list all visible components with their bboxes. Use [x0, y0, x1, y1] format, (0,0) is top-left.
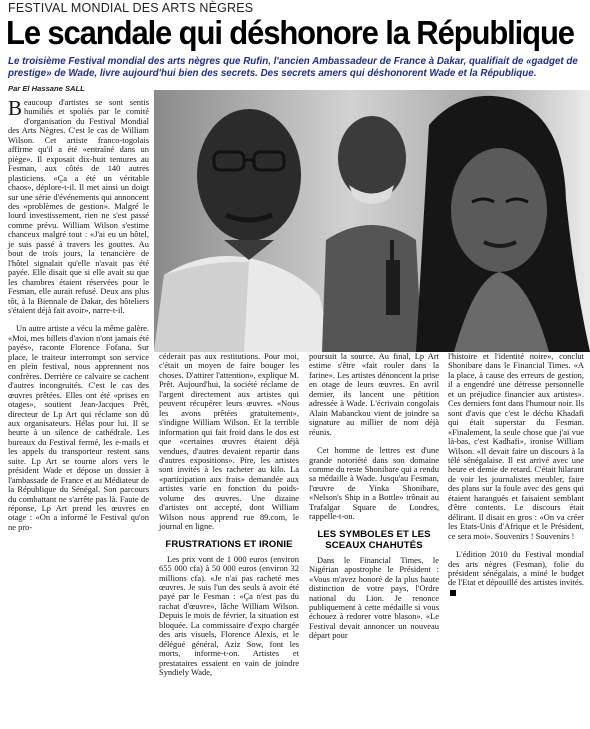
column-1 — [8, 98, 149, 532]
column-4 — [448, 352, 584, 597]
article-photo — [154, 90, 590, 352]
col3-paragraph-3: Dans le Financial Times, le Nigérian apostrophe le Président : «Vous m'avez honoré de la plus haute distinction de votre pays, l'Ordre national du Lion. Je renonce publiquement à cette médaille si vous échouez à redorer votre blason». «Le Festival devait annoncer un nouveau départ pour — [309, 554, 439, 641]
photo-illustration — [154, 90, 590, 352]
byline: Par El Hassane SALL — [8, 84, 85, 93]
kicker: FESTIVAL MONDIAL DES ARTS NÈGRES — [8, 1, 254, 15]
subheading-frustrations: FRUSTRATIONS ET IRONIE — [165, 538, 293, 550]
col2-paragraph-1: céderait pas aux restitutions. Pour moi, c'était un moyen de faire bouger les choses. D'attirer l'attention», explique M. Prêt. Aujourd'hui, la société réclame de l'argent directement aux artistes qui peuvent récupérer leurs œuvres. «Nous les avons prêtées gratuitement», s'indigne William Wilson. Et la terrible information qui fait froid dans le dos est que «certaines œuvres étaient déjà vendues, d'autres devaient repartir dans d'autres expositions». Pire, les artistes sont invités à les racheter au kilo. La «participation aux frais» demandée aux artistes varie en fonction du poids-volume des œuvres. Une dizaine d'artistes ont accepté, dont William Wilson nous apprend rue 89.com, le journal en ligne. — [159, 351, 299, 532]
col1-paragraph-2: Un autre artiste a vécu la même galère. «Moi, mes billets d'avion n'ont jamais été payés», raconte Florence Fofana. Sur place, le traiteur interrompt son service en plein festival, nous apprennent nos confrères. Derrière ce calvaire se cachent d'autres incongruités. C'est le cas des œuvres prêtées. Elles ont été «prises en otages», soutient Jean-Jacques Prêt, directeur de Lp Art qui réclame son dû aux organisateurs. Hélas pour lui. Il se heurte à un silence de cathédrale. Les bureaux du Festival fermé, les e-mails et les appels du transporteur restent sans suite. Lp Art se tourne alors vers le président Wade et dépose un dossier à l'ambassade de France et au Médiateur de la République du Sénégal. Son parcours du combattant ne s'arrête pas là. Faute de réponse, Lp Art prend les œuvres en otage : «On a informé le Festival qu'on ne pro- — [8, 323, 149, 532]
column-2 — [159, 352, 299, 678]
column-3 — [309, 352, 439, 641]
col4-paragraph-1: l'histoire et l'identité noire», conclut Shonibare dans le Financial Times. «A la place, à cause des erreurs de gestion, il a engendré une détresse personnelle et un préjudice financier aux artistes». Ces derniers font dans l'humour noir. Ils sont d'avis que c'est le déchu Khadafi qui était superstar du Fesman. «Finalement, la seule chose que j'ai vue là-bas, c'est Kadhafi», ironise William Wilson. «Il devait faire un discours à la télé sénégalaise. Il est arrivé avec une heure et demie de retard. C'était hilarant de voir les journalistes meubler, faire des plans sur la foule avec des gens qui étaient harangués et faisaient semblant d'être contents. Le discours était délirant. Il disait en gros : «On va créer les Etats-Unis d'Afrique et le Président, ce sera moi». Souvenirs ! Souvenirs ! — [448, 351, 584, 541]
col1-paragraph-1: Beaucoup d'artistes se sont sentis humiliés et spoliés par le comité d'organisation du Festival Mondial des Arts Nègres. C'est le cas de William Wilson. Cet artiste franco-togolais affirme qu'il a été «entraîné dans un piège». Il exposait dix-huit tentures au Fesman, aux côtés de 140 autres plasticiens. «Ça a été un véritable chaos», déplore-t-il. Il met ainsi un doigt sur une série d'événements qui annoncent des «problèmes de gestion». Malgré le lourd investissement, rien ne s'est passé comme prévu. William Wilson s'estime chanceux malgré tout : «J'ai eu un hôtel, je suis passé à travers les gouttes. Au bout de trois jours, la tenancière de l'hôtel signalait qu'elle n'avait pas été payée. Elle disait que si elle avait su que les chambres étaient réservées pour le Fesman, elle aurait refusé. Deux ans plus tôt, à la Biennale de Dakar, des hôteliers s'étaient déjà fait avoir», narre-t-il. — [8, 96, 149, 315]
drop-cap: B — [8, 96, 23, 120]
headline: Le scandale qui déshonore la République — [6, 14, 574, 51]
standfirst: Le troisième Festival mondial des arts nègres que Rufin, l'ancien Ambassadeur de France à Dakar, qualifiait de «gadget de prestige» de Wade, livre aujourd'hui bien des secrets. Des secrets amers qui déshonorent Wade et la République. — [8, 56, 578, 80]
col2-paragraph-2: Les prix vont de 1 000 euros (environ 655 000 cfa) à 50 000 euros (environ 32 millions cfa). «Je n'ai pas racheté mes œuvres. Je suis l'un des seuls à avoir été payé par le Fesman : «Ça n'est pas du rachat d'œuvre», lâche William Wilson. Depuis le mois de février, la situation est bloquée. La commissaire d'expo chargée des arts visuels, Florence Alexis, et le délégué général, Aziz Sow, font les morts, informe-t-on. Artistes et prestataires essaient en vain de joindre Syndiely Wade, — [159, 553, 299, 678]
col3-paragraph-1: poursuit la source. Au final, Lp Art estime s'être «fait rouler dans la farine». Les artistes dénoncent la prise en otage de leurs œuvres. En avril dernier, ils lancent une pétition adressée à Wade. L'écrivain congolais Alain Mabanckou vient de joindre sa signature au millier de nom déjà réunis. — [309, 351, 439, 437]
col4-paragraph-2: L'édition 2010 du Festival mondial des arts nègres (Fesman), folie du président sénégalais, a miné le budget de l'Etat et dépouillé des artistes invités. — [448, 550, 584, 597]
col3-paragraph-2: Cet homme de lettres est d'une grande notoriété dans son domaine comme du reste Shonibare qui a rendu sa médaille à Wade. Jusqu'au Fesman, l'œuvre de Yinka Shonibare, «Nelson's Ship in a Bottle» trônait au Trafalgar Square de Londres, rappelle-t-on. — [309, 445, 439, 522]
subheading-symboles: LES SYMBOLES ET LES SCEAUX CHAHUTÉS — [317, 528, 431, 551]
end-mark-icon — [450, 590, 456, 596]
